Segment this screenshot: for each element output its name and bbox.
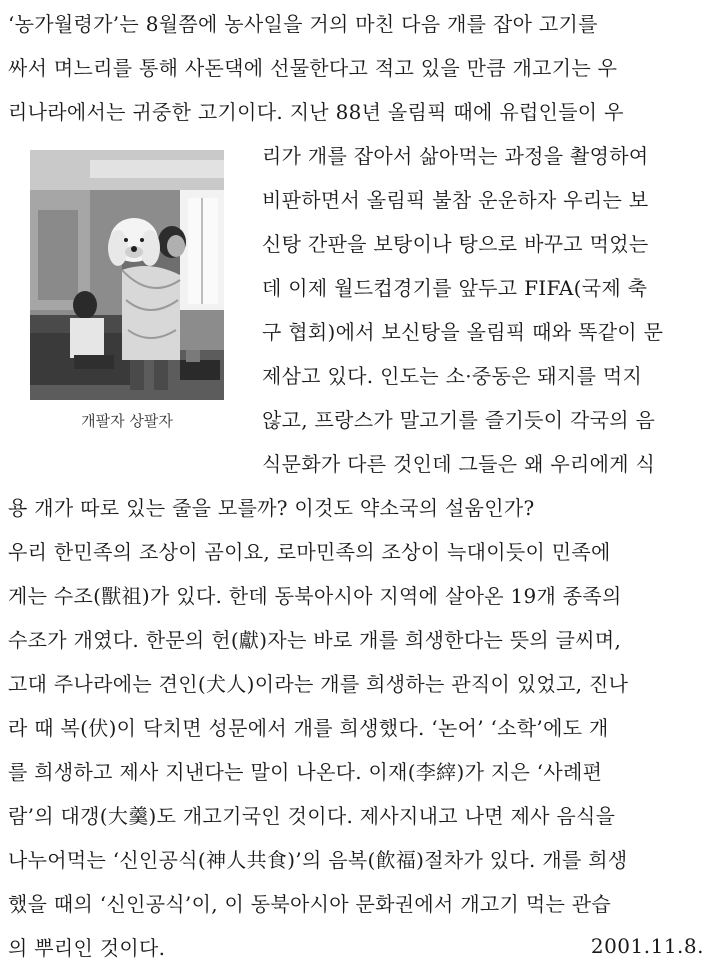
paragraph2-line-9: 했을 때의 ‘신인공식’이, 이 동북아시아 문화권에서 개고기 먹는 관습 (8, 892, 611, 916)
paragraph2-line-10: 의 뿌리인 것이다. (8, 936, 166, 960)
paragraph2-line-3: 수조가 개였다. 한문의 헌(獻)자는 바로 개를 희생한다는 뜻의 글씨며, (8, 628, 622, 652)
paragraph2-line-5: 라 때 복(伏)이 닥치면 성문에서 개를 희생했다. ‘논어’ ‘소학’에도 개 (8, 716, 609, 740)
photo-caption: 개팔자 상팔자 (81, 412, 173, 430)
paragraph1-line-12: 용 개가 따로 있는 줄을 모를까? 이것도 약소국의 설움인가? (8, 496, 535, 520)
paragraph1-line-7: 데 이제 월드컵경기를 앞두고 FIFA(국제 축 (262, 276, 648, 300)
paragraph2-line-2: 게는 수조(獸祖)가 있다. 한데 동북아시아 지역에 살아온 19개 종족의 (8, 584, 622, 608)
paragraph1-line-1: ‘농가월령가’는 8월쯤에 농사일을 거의 마친 다음 개를 잡아 고기를 (8, 12, 598, 36)
paragraph2-line-4: 고대 주나라에는 견인(犬人)이라는 개를 희생하는 관직이 있었고, 진나 (8, 672, 629, 696)
paragraph1-line-3: 리나라에서는 귀중한 고기이다. 지난 88년 올림픽 때에 유럽인들이 우 (8, 100, 624, 124)
paragraph1-line-4: 리가 개를 잡아서 삶아먹는 과정을 촬영하여 (262, 144, 649, 168)
paragraph1-line-6: 신탕 간판을 보탕이나 탕으로 바꾸고 먹었는 (262, 232, 649, 256)
paragraph2-line-7: 람’의 대갱(大羹)도 개고기국인 것이다. 제사지내고 나면 제사 음식을 (8, 804, 616, 828)
date-stamp: 2001.11.8. (590, 934, 704, 958)
paragraph1-line-2: 싸서 며느리를 통해 사돈댁에 선물한다고 적고 있을 만큼 개고기는 우 (8, 56, 618, 80)
paragraph2-line-8: 나누어먹는 ‘신인공식(神人共食)’의 음복(飮福)절차가 있다. 개를 희생 (8, 848, 628, 872)
paragraph2-line-1: 우리 한민족의 조상이 곰이요, 로마민족의 조상이 늑대이듯이 민족에 (8, 540, 611, 564)
photo-dog-carried-on-back (30, 150, 224, 400)
paragraph1-line-5: 비판하면서 올림픽 불참 운운하자 우리는 보 (262, 188, 649, 212)
paragraph2-line-6: 를 희생하고 제사 지낸다는 말이 나온다. 이재(李縡)가 지은 ‘사례편 (8, 760, 603, 784)
paragraph1-line-9: 제삼고 있다. 인도는 소·중동은 돼지를 먹지 (262, 364, 643, 388)
paragraph1-line-8: 구 협회)에서 보신탕을 올림픽 때와 똑같이 문 (262, 320, 664, 344)
paragraph1-line-10: 않고, 프랑스가 말고기를 즐기듯이 각국의 음 (262, 408, 656, 432)
paragraph1-line-11: 식문화가 다른 것인데 그들은 왜 우리에게 식 (262, 452, 656, 476)
